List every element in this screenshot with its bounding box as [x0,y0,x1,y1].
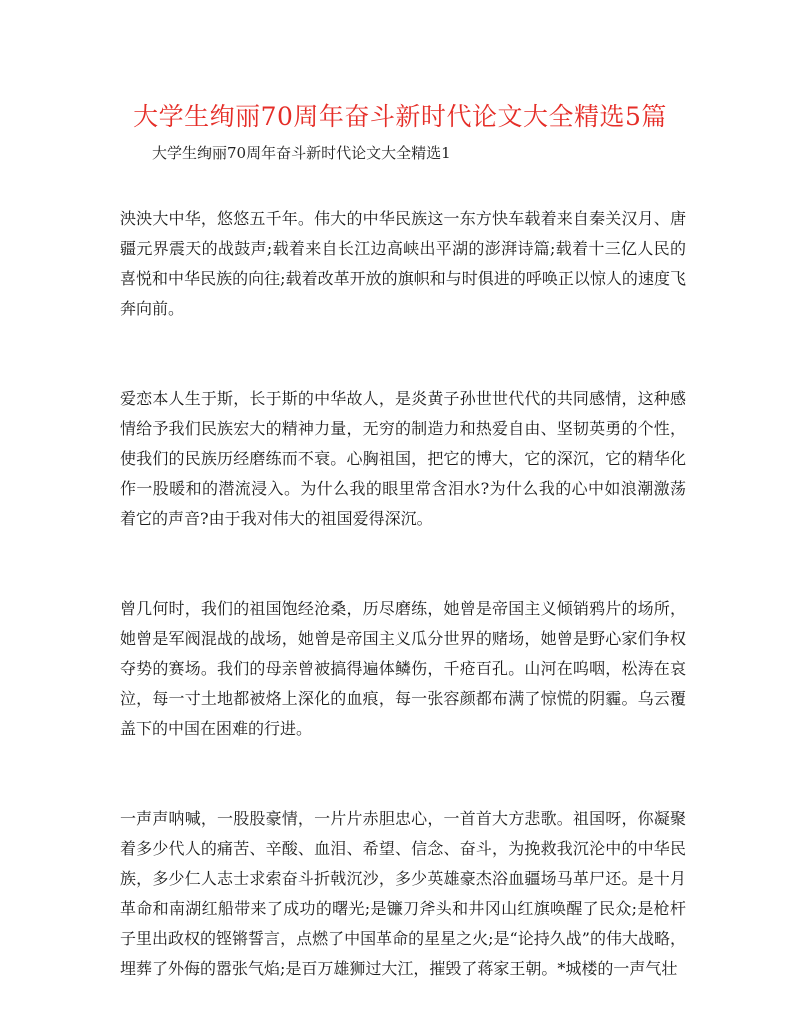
document-subtitle: 大学生绚丽70周年奋斗新时代论文大全精选1 [152,144,451,162]
paragraph: 爱恋本人生于斯，长于斯的中华故人，是炎黄子孙世世代代的共同感情，这种感情给予我们民族宏大的精神力量，无穷的制造力和热爱自由、坚韧英勇的个性，使我们的民族历经磨练而不衰。心胸祖国，把它的博大，它的深沉，它的精华化作一股暖和的潜流浸入。为什么我的眼里常含泪水?为什么我的心中如浪潮激荡着它的声音?由于我对伟大的祖国爱得深沉。 [120,389,686,528]
paragraph: 一声声呐喊，一股股豪情，一片片赤胆忠心，一首首大方悲歌。祖国呀，你凝聚着多少代人的痛苦、辛酸、血泪、希望、信念、奋斗，为挽救我沉沦中的中华民族，多少仁人志士求索奋斗折戟沉沙，多少英雄豪杰浴血疆场马革尸还。是十月革命和南湖红船带来了成功的曙光;是镰刀斧头和井冈山红旗唤醒了民众;是枪杆子里出政权的铿锵誓言，点燃了中国革命的星星之火;是“论持久战”的伟大战略，埋葬了外侮的嚣张气焰;是百万雄狮过大江，摧毁了蒋家王朝。*城楼的一声气壮 [120,809,686,978]
paragraph: 曾几何时，我们的祖国饱经沧桑，历尽磨练，她曾是帝国主义倾销鸦片的场所，她曾是军阀混战的战场，她曾是帝国主义瓜分世界的赌场，她曾是野心家们争权夺势的赛场。我们的母亲曾被搞得遍体鳞伤，千疮百孔。山河在呜咽，松涛在哀泣，每一寸土地都被烙上深化的血痕，每一张容颜都布满了惊慌的阴霾。乌云覆盖下的中国在困难的行进。 [120,599,686,738]
document-title: 大学生绚丽70周年奋斗新时代论文大全精选5篇 [133,102,667,131]
paragraph: 泱泱大中华，悠悠五千年。伟大的中华民族这一东方快车载着来自秦关汉月、唐疆元界震天的战鼓声;载着来自长江边高峡出平湖的澎湃诗篇;载着十三亿人民的喜悦和中华民族的向往;载着改革开放的旗帜和与时俱进的呼唤正以惊人的速度飞奔向前。 [120,209,686,318]
document-body [120,204,686,984]
